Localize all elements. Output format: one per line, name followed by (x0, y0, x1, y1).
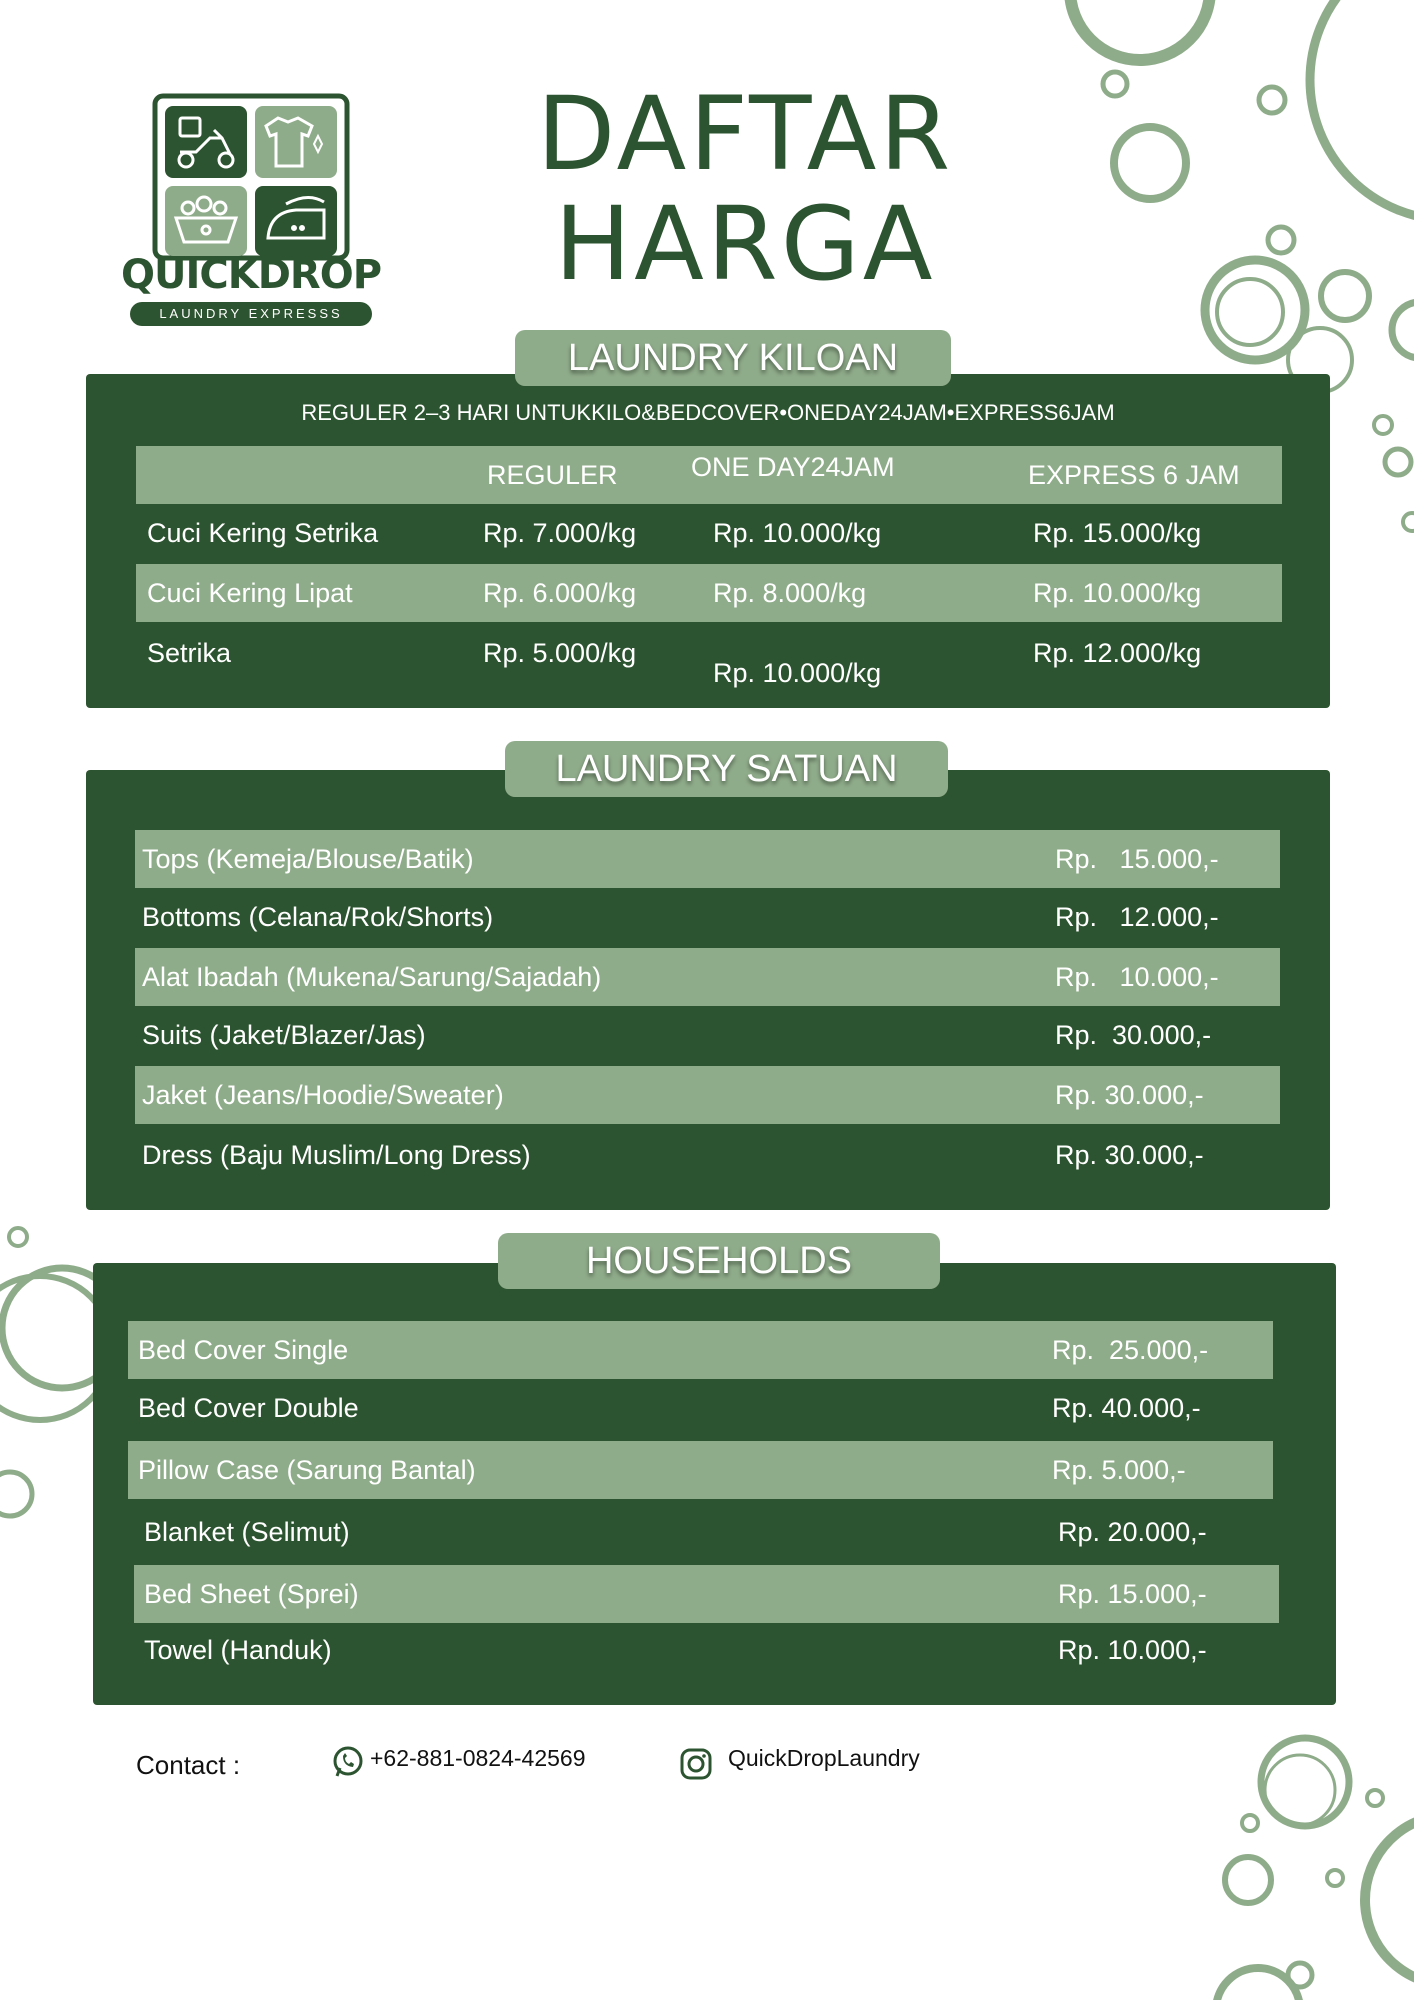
logo-icons (118, 92, 384, 262)
item-name: Jaket (Jeans/Hoodie/Sweater) (142, 1079, 504, 1110)
kiloan-heading: LAUNDRY KILOAN (515, 330, 951, 386)
item-price: Rp. 12.000,- (1055, 901, 1219, 932)
list-item (135, 1006, 1280, 1064)
phone-number[interactable]: +62-881-0824-42569 (370, 1745, 586, 1771)
table-row (136, 504, 1282, 562)
whatsapp-icon[interactable] (330, 1744, 366, 1780)
instagram-handle[interactable]: QuickDropLaundry (728, 1745, 920, 1771)
list-item (135, 830, 1280, 888)
col-header-reguler: REGULER (487, 459, 618, 490)
item-price: Rp. 15.000,- (1055, 843, 1219, 874)
price-express: Rp. 15.000/kg (1033, 517, 1202, 548)
service-name: Cuci Kering Setrika (147, 517, 379, 548)
list-item (135, 1066, 1280, 1124)
brand-name: QUICKDROP (120, 252, 382, 298)
brand-logo (118, 92, 384, 328)
item-price: Rp. 10.000,- (1058, 1634, 1207, 1665)
contact-label: Contact : (136, 1750, 241, 1780)
brand-tagline: LAUNDRY EXPRESSS (130, 302, 372, 326)
item-price: Rp. 10.000,- (1055, 961, 1219, 992)
item-price: Rp. 15.000,- (1058, 1578, 1207, 1609)
price-reguler: Rp. 6.000/kg (483, 577, 637, 608)
table-row (136, 564, 1282, 622)
households-panel (93, 1263, 1336, 1705)
instagram-icon[interactable] (678, 1746, 714, 1782)
item-name: Bed Cover Single (138, 1334, 349, 1365)
item-price: Rp. 30.000,- (1055, 1019, 1212, 1050)
col-header-express: EXPRESS 6 JAM (1028, 459, 1240, 490)
item-name: Towel (Handuk) (144, 1634, 332, 1665)
list-item (134, 1621, 1279, 1679)
list-item (128, 1321, 1273, 1379)
price-oneday: Rp. 10.000/kg (713, 517, 882, 548)
item-name: Blanket (Selimut) (144, 1516, 350, 1547)
item-price: Rp. 25.000,- (1052, 1334, 1209, 1365)
kiloan-panel (86, 374, 1330, 708)
price-reguler: Rp. 5.000/kg (483, 637, 637, 668)
title-line-1: DAFTAR (536, 75, 954, 194)
service-name: Setrika (147, 637, 232, 668)
service-name: Cuci Kering Lipat (147, 577, 353, 608)
col-header-oneday: ONE DAY24JAM (691, 452, 895, 482)
kiloan-header-row (136, 446, 1282, 504)
list-item (128, 1379, 1273, 1437)
price-express: Rp. 10.000/kg (1033, 577, 1202, 608)
item-name: Dress (Baju Muslim/Long Dress) (142, 1139, 531, 1170)
item-price: Rp. 30.000,- (1055, 1079, 1204, 1110)
table-row (136, 624, 1282, 688)
price-oneday: Rp. 10.000/kg (713, 658, 882, 688)
satuan-heading: LAUNDRY SATUAN (505, 741, 948, 797)
list-item (134, 1565, 1279, 1623)
price-oneday: Rp. 8.000/kg (713, 577, 867, 608)
item-name: Bed Cover Double (138, 1392, 359, 1423)
item-price: Rp. 40.000,- (1052, 1392, 1201, 1423)
item-name: Suits (Jaket/Blazer/Jas) (142, 1019, 426, 1050)
list-item (128, 1441, 1273, 1499)
satuan-panel (86, 770, 1330, 1210)
item-name: Pillow Case (Sarung Bantal) (138, 1454, 476, 1485)
item-name: Alat Ibadah (Mukena/Sarung/Sajadah) (142, 961, 602, 992)
list-item (135, 888, 1280, 946)
item-price: Rp. 5.000,- (1052, 1454, 1186, 1485)
kiloan-note: REGULER 2–3 HARI UNTUKKILO&BEDCOVER•ONEDAY24JAM•EXPRESS6JAM (301, 400, 1115, 425)
item-price: Rp. 20.000,- (1058, 1516, 1207, 1547)
title-line-2: HARGA (554, 185, 936, 304)
page-title (530, 75, 960, 304)
price-express: Rp. 12.000/kg (1033, 637, 1202, 668)
item-name: Bed Sheet (Sprei) (144, 1578, 359, 1609)
price-reguler: Rp. 7.000/kg (483, 517, 637, 548)
item-price: Rp. 30.000,- (1055, 1139, 1204, 1170)
item-name: Tops (Kemeja/Blouse/Batik) (142, 843, 474, 874)
list-item (135, 1126, 1280, 1184)
households-heading: HOUSEHOLDS (498, 1233, 940, 1289)
list-item (134, 1503, 1279, 1561)
item-name: Bottoms (Celana/Rok/Shorts) (142, 901, 494, 932)
list-item (135, 948, 1280, 1006)
